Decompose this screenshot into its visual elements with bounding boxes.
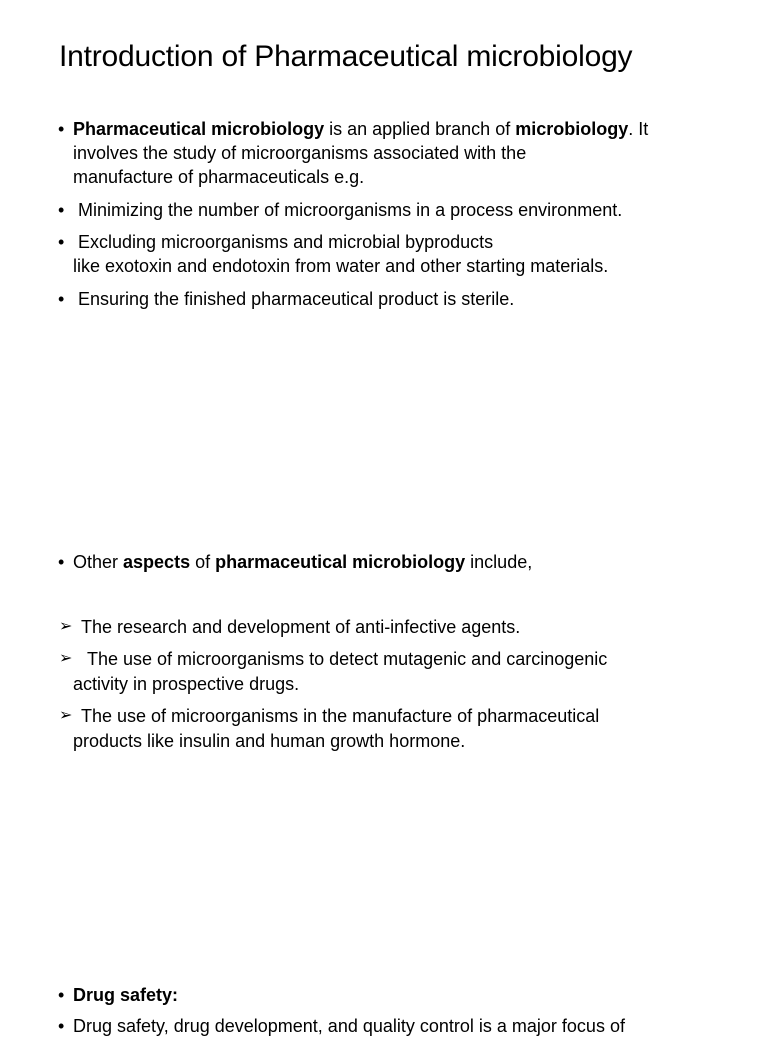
other-text-2: of bbox=[190, 552, 216, 572]
intro-line-2: involves the study of microorganisms associated with the bbox=[73, 143, 527, 163]
example-line: Excluding microorganisms and microbial byproducts bbox=[78, 232, 494, 252]
arrow-bullet-icon: ➢ bbox=[59, 650, 73, 667]
other-text-3: include, bbox=[465, 552, 533, 572]
other-bold-term-2: pharmaceutical microbiology bbox=[215, 552, 466, 572]
example-line: like exotoxin and endotoxin from water and other starting materials. bbox=[73, 256, 609, 276]
other-bold-term: aspects bbox=[123, 552, 191, 572]
aspect-line: products like insulin and human growth hormone. bbox=[73, 731, 466, 751]
intro-bold-term-2: microbiology bbox=[515, 119, 629, 139]
aspect-line: The use of microorganisms in the manufacture of pharmaceutical bbox=[81, 706, 600, 726]
intro-text-2: . It bbox=[628, 119, 649, 139]
other-text: Other bbox=[73, 552, 124, 572]
drug-safety-line: Drug safety, drug development, and quality control is a major focus of bbox=[73, 1016, 625, 1036]
bullet-marker: • bbox=[58, 119, 65, 139]
drug-safety-heading bbox=[73, 984, 178, 1006]
aspect-line: The research and development of anti-infective agents. bbox=[81, 617, 521, 637]
aspect-line: The use of microorganisms to detect mutagenic and carcinogenic bbox=[87, 649, 608, 669]
bullet-marker: • bbox=[58, 1016, 65, 1036]
intro-line-1 bbox=[73, 118, 648, 140]
bullet-marker: • bbox=[58, 552, 65, 572]
bullet-marker: • bbox=[58, 232, 65, 252]
arrow-bullet-icon: ➢ bbox=[59, 618, 73, 635]
intro-text: is an applied branch of bbox=[324, 119, 516, 139]
example-line: Minimizing the number of microorganisms in a process environment. bbox=[78, 200, 623, 220]
aspect-line: activity in prospective drugs. bbox=[73, 674, 300, 694]
drug-safety-heading-text: Drug safety: bbox=[73, 985, 179, 1005]
bullet-marker: • bbox=[58, 985, 65, 1005]
bullet-marker: • bbox=[58, 200, 65, 220]
example-line: Ensuring the finished pharmaceutical product is sterile. bbox=[78, 289, 515, 309]
bullet-marker: • bbox=[58, 289, 65, 309]
intro-line-3: manufacture of pharmaceuticals e.g. bbox=[73, 167, 365, 187]
page-title: Introduction of Pharmaceutical microbiology bbox=[59, 40, 633, 73]
arrow-bullet-icon: ➢ bbox=[59, 707, 73, 724]
other-aspects-line bbox=[73, 551, 532, 573]
intro-bold-term: Pharmaceutical microbiology bbox=[73, 119, 325, 139]
